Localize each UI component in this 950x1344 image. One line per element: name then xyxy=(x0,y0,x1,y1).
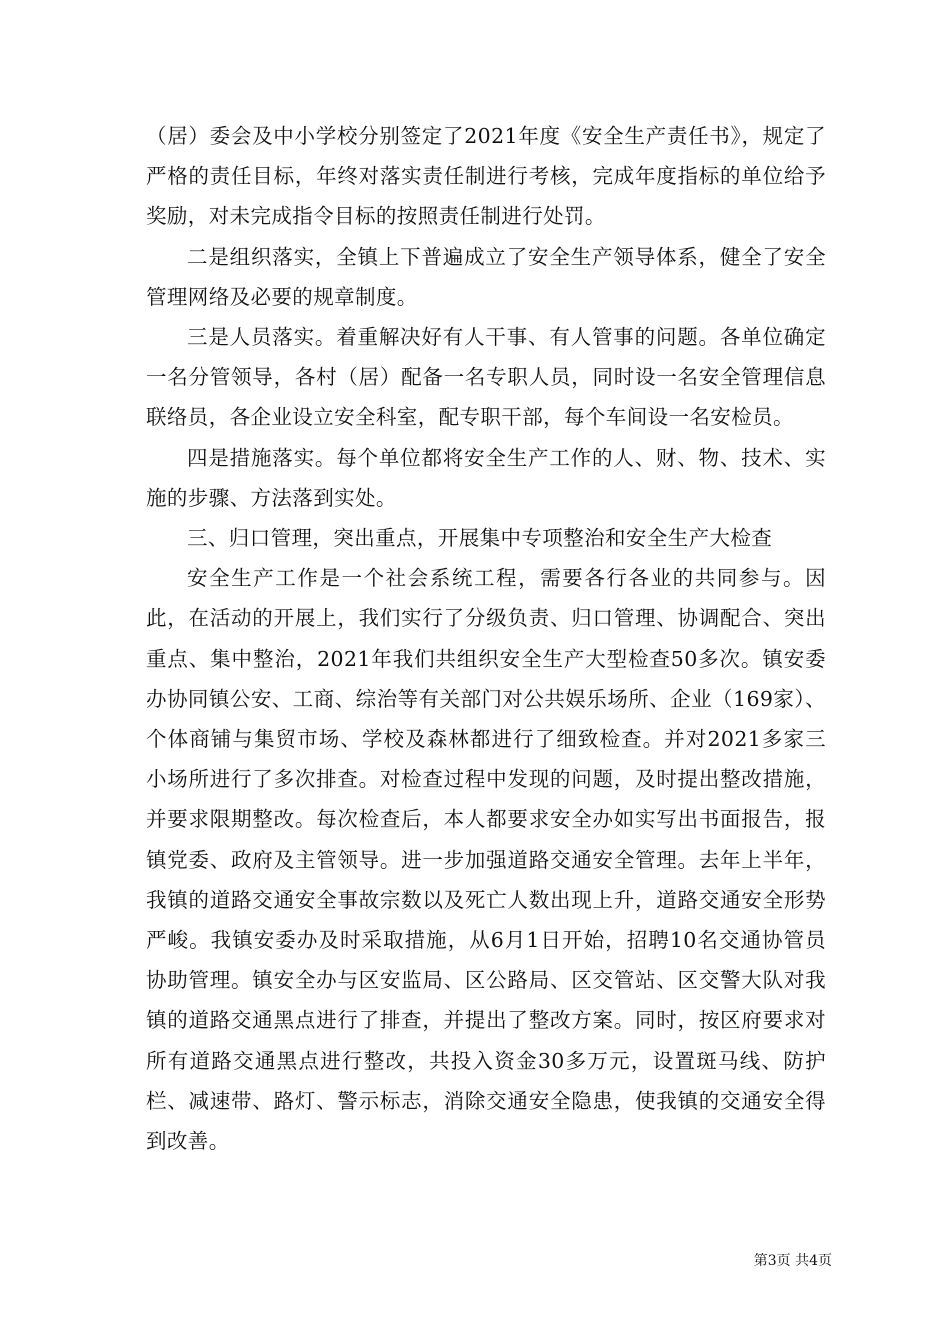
paragraph-3: 三是人员落实。着重解决好有人干事、有人管事的问题。各单位确定一名分管领导，各村（居）配备一名专职人员，同时设一名安全管理信息联络员，各企业设立安全科室，配专职干部，每个车间设一名安检员。 xyxy=(146,325,826,430)
document-body xyxy=(146,116,826,1161)
paragraph-5: 安全生产工作是一个社会系统工程，需要各行各业的共同参与。因此，在活动的开展上，我们实行了分级负责、归口管理、协调配合、突出重点、集中整治，2021年我们共组织安全生产大型检查50多次。镇安委办协同镇公安、工商、综治等有关部门对公共娱乐场所、企业（169家）、个体商铺与集贸市场、学校及森林都进行了细致检查。并对2021多家三小场所进行了多次排查。对检查过程中发现的问题，及时提出整改措施，并要求限期整改。每次检查后，本人都要求安全办如实写出书面报告，报镇党委、政府及主管领导。进一步加强道路交通安全管理。去年上半年，我镇的道路交通安全事故宗数以及死亡人数出现上升，道路交通安全形势严峻。我镇安委办及时采取措施，从6月1日开始，招聘10名交通协管员协助管理。镇安全办与区安监局、区公路局、区交管站、区交警大队对我镇的道路交通黑点进行了排查，并提出了整改方案。同时，按区府要求对所有道路交通黑点进行整改，共投入资金30多万元，设置斑马线、防护栏、减速带、路灯、警示标志，消除交通安全隐患，使我镇的交通安全得到改善。 xyxy=(146,566,826,1154)
paragraph-4: 四是措施落实。每个单位都将安全生产工作的人、财、物、技术、实施的步骤、方法落到实处。 xyxy=(146,445,826,510)
paragraph-2: 二是组织落实，全镇上下普遍成立了安全生产领导体系，健全了安全管理网络及必要的规章制度。 xyxy=(146,244,826,309)
section-heading: 三、归口管理，突出重点，开展集中专项整治和安全生产大检查 xyxy=(187,526,773,551)
paragraph-1: （居）委会及中小学校分别签定了2021年度《安全生产责任书》，规定了严格的责任目标，年终对落实责任制进行考核，完成年度指标的单位给予奖励，对未完成指令目标的按照责任制进行处罚。 xyxy=(146,124,826,229)
page-number: 第3页 共4页 xyxy=(753,1253,832,1269)
